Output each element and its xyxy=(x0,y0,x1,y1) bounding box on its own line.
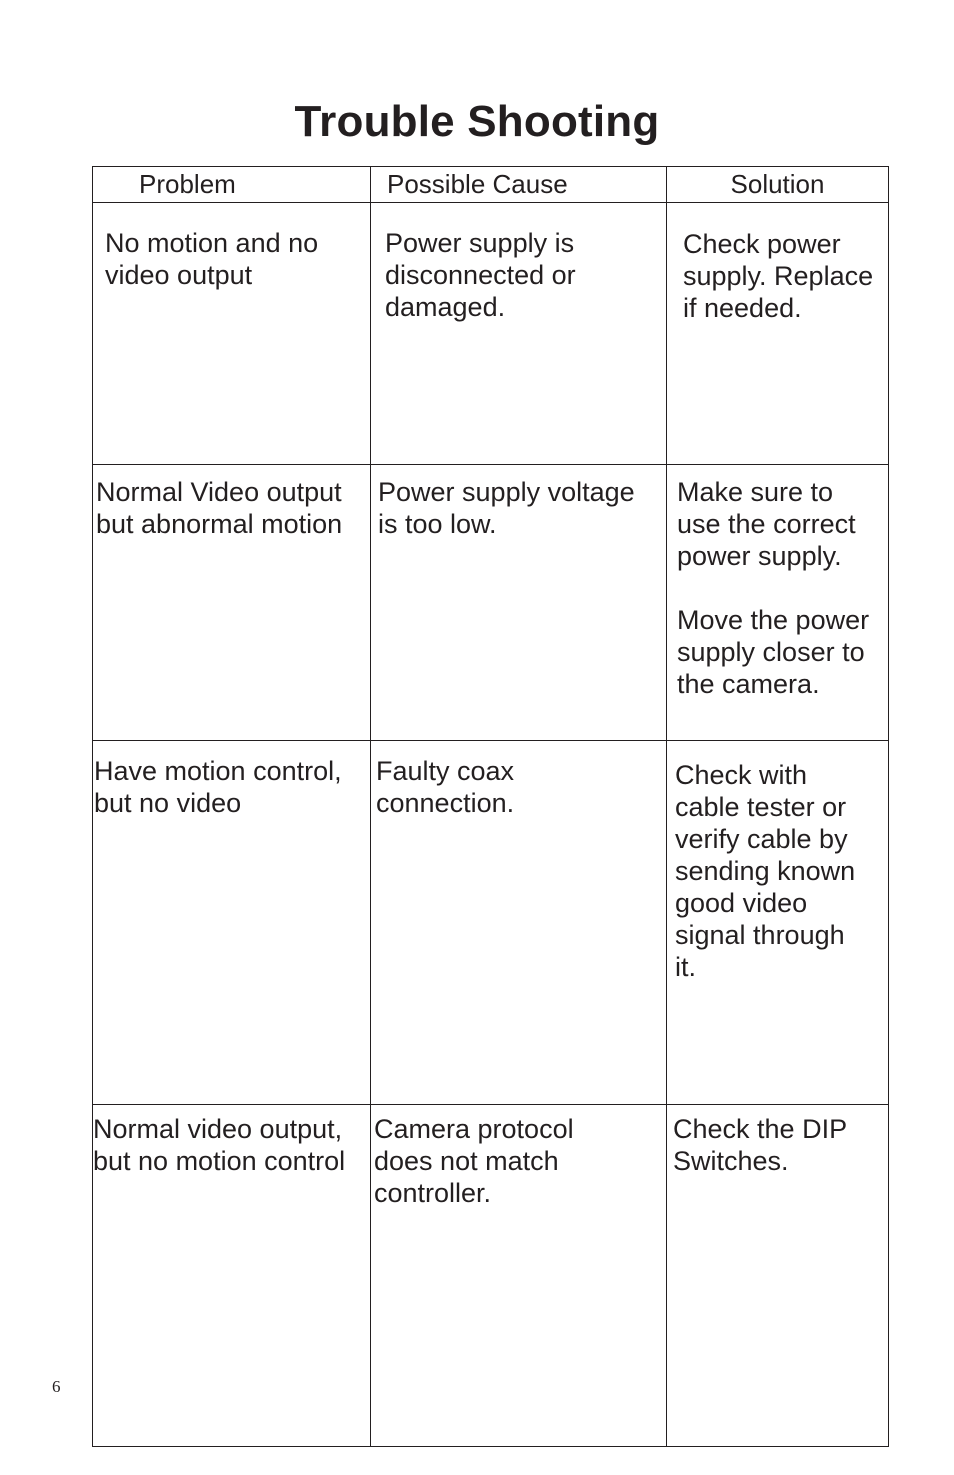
solution-cell: Check with cable tester or verify cable by sending known good video signal through it. xyxy=(667,741,889,1105)
table-row xyxy=(93,1105,889,1447)
table-header-row xyxy=(93,167,889,203)
troubleshooting-table xyxy=(92,166,889,1447)
cause-cell: Power supply voltage is too low. xyxy=(371,465,667,741)
problem-cell: Normal video output, but no motion control xyxy=(93,1105,371,1447)
solution-cell: Make sure to use the correct power supply. Move the power supply closer to the camera. xyxy=(667,465,889,741)
problem-cell: No motion and no video output xyxy=(93,203,371,465)
problem-cell: Normal Video output but abnormal motion xyxy=(93,465,371,741)
cause-cell: Power supply is disconnected or damaged. xyxy=(371,203,667,465)
solution-cell: Check power supply. Replace if needed. xyxy=(667,203,889,465)
cause-cell: Camera protocol does not match controller. xyxy=(371,1105,667,1447)
page-title: Trouble Shooting xyxy=(294,97,660,146)
table-row xyxy=(93,741,889,1105)
page-number: 6 xyxy=(52,1377,61,1396)
column-header-solution: Solution xyxy=(667,167,889,203)
column-header-problem: Problem xyxy=(93,167,371,203)
table-row xyxy=(93,465,889,741)
problem-cell: Have motion control, but no video xyxy=(93,741,371,1105)
column-header-possible-cause: Possible Cause xyxy=(371,167,667,203)
table-row xyxy=(93,203,889,465)
cause-cell: Faulty coax connection. xyxy=(371,741,667,1105)
troubleshooting-table-container xyxy=(92,166,888,1379)
solution-cell: Check the DIP Switches. xyxy=(667,1105,889,1447)
